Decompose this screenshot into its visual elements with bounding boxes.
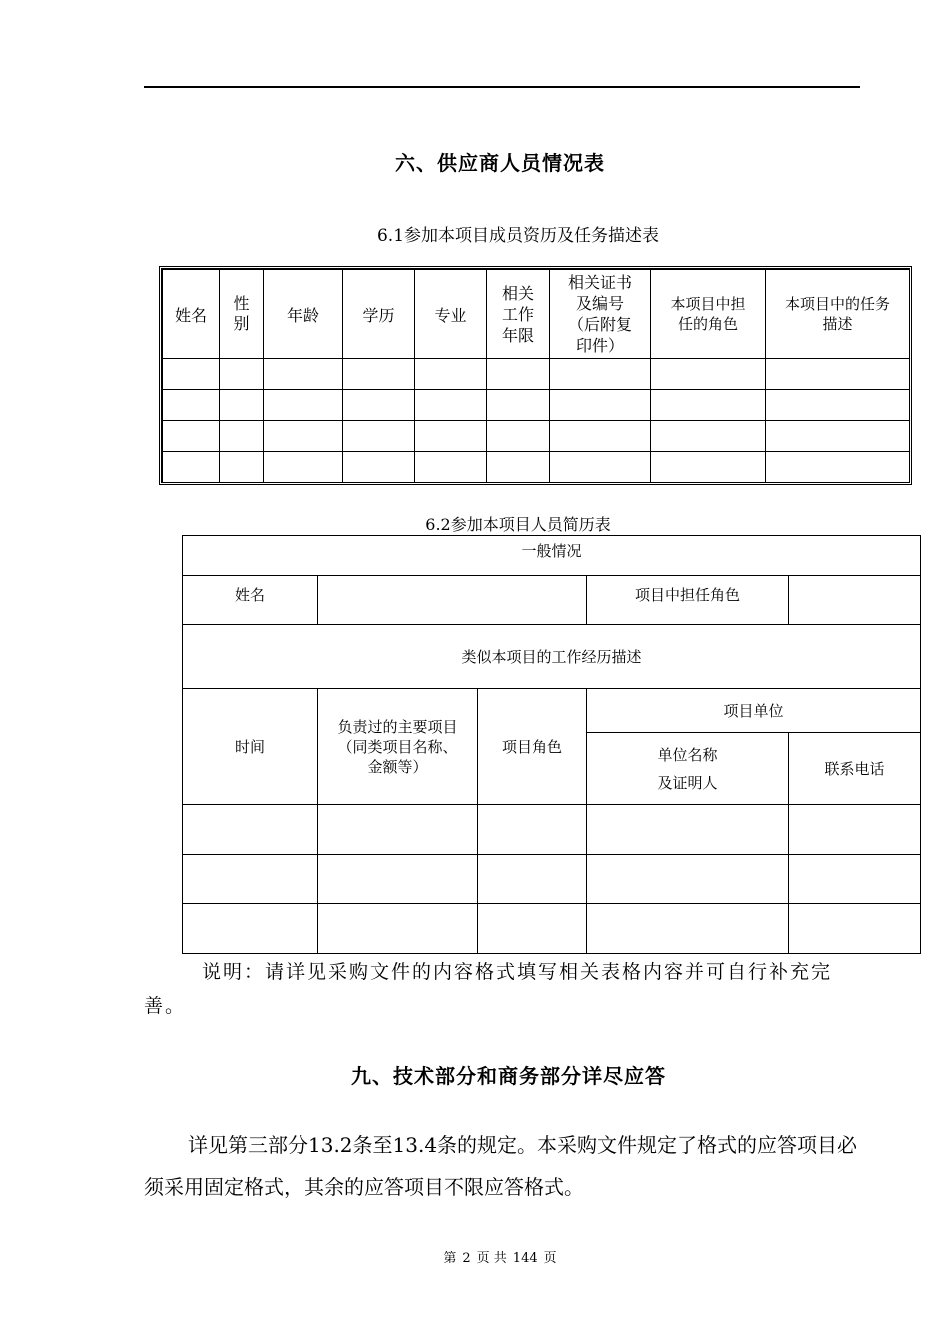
table-cell[interactable] (651, 390, 766, 421)
header-major: 专业 (415, 270, 487, 359)
table-row (183, 805, 921, 855)
table1-caption: 6.1参加本项目成员资历及任务描述表 (376, 226, 660, 246)
table-row (183, 855, 921, 904)
table-row (163, 359, 910, 390)
table-cell[interactable] (220, 421, 264, 452)
table-cell[interactable] (220, 390, 264, 421)
project-role-header: 项目角色 (478, 689, 587, 805)
footer-middle: 页 共 (476, 1251, 507, 1266)
main-projects-header (318, 689, 478, 805)
table-cell[interactable] (163, 452, 220, 483)
page-footer (0, 1247, 950, 1266)
table-cell[interactable] (550, 390, 651, 421)
table-cell[interactable] (264, 359, 343, 390)
table-cell[interactable] (789, 805, 921, 855)
table-cell[interactable] (651, 359, 766, 390)
table-cell[interactable] (264, 421, 343, 452)
header-work-years-text: 相关 工作 年限 (501, 283, 534, 345)
table-cell[interactable] (183, 805, 318, 855)
member-table (162, 269, 910, 483)
table-cell[interactable] (487, 359, 550, 390)
unit-name-header (587, 733, 789, 805)
header-rule (144, 86, 860, 88)
table-cell[interactable] (766, 452, 910, 483)
table-cell[interactable] (220, 359, 264, 390)
table-cell[interactable] (343, 452, 415, 483)
project-unit-header: 项目单位 (587, 689, 921, 733)
header-task (766, 270, 910, 359)
name-label: 姓名 (183, 576, 318, 625)
table-cell[interactable] (766, 359, 910, 390)
header-name: 姓名 (163, 270, 220, 359)
header-gender-text: 性 别 (233, 294, 250, 333)
table-cell[interactable] (183, 904, 318, 954)
header-education: 学历 (343, 270, 415, 359)
table-cell[interactable] (415, 452, 487, 483)
table-cell[interactable] (318, 855, 478, 904)
table-cell[interactable] (789, 904, 921, 954)
table-cell[interactable] (487, 452, 550, 483)
table-cell[interactable] (478, 855, 587, 904)
member-table-frame (159, 266, 912, 485)
header-role (651, 270, 766, 359)
experience-header: 类似本项目的工作经历描述 (183, 625, 921, 689)
time-header: 时间 (183, 689, 318, 805)
footer-page-number: 2 (462, 1251, 471, 1266)
table-cell[interactable] (550, 452, 651, 483)
table-cell[interactable] (587, 904, 789, 954)
table-cell[interactable] (318, 805, 478, 855)
table-cell[interactable] (651, 452, 766, 483)
footer-prefix: 第 (443, 1251, 457, 1266)
section-title: 六、供应商人员情况表 (395, 151, 605, 175)
table-cell[interactable] (587, 855, 789, 904)
unit-name-text: 单位名称 及证明人 (657, 745, 718, 792)
table-cell[interactable] (766, 390, 910, 421)
table2-caption: 6.2参加本项目人员简历表 (425, 515, 611, 534)
table-cell[interactable] (587, 805, 789, 855)
table-cell[interactable] (415, 390, 487, 421)
footer-suffix: 页 (543, 1251, 557, 1266)
name-value-cell[interactable] (318, 576, 587, 625)
phone-header: 联系电话 (789, 733, 921, 805)
header-work-years (487, 270, 550, 359)
table-cell[interactable] (163, 421, 220, 452)
footer-total-pages: 144 (512, 1251, 538, 1266)
table-row (183, 904, 921, 954)
table-cell[interactable] (343, 421, 415, 452)
table-cell[interactable] (415, 359, 487, 390)
table-row (163, 390, 910, 421)
table-cell[interactable] (487, 421, 550, 452)
header-age: 年龄 (264, 270, 343, 359)
table-cell[interactable] (163, 390, 220, 421)
table-cell[interactable] (766, 421, 910, 452)
general-info-header: 一般情况 (183, 536, 921, 576)
table-cell[interactable] (183, 855, 318, 904)
main-projects-text: 负责过的主要项目 （同类项目名称、 金额等） (337, 717, 458, 776)
header-task-text: 本项目中的任务 描述 (784, 295, 890, 333)
table-cell[interactable] (163, 359, 220, 390)
table-cell[interactable] (487, 390, 550, 421)
table-cell[interactable] (478, 805, 587, 855)
resume-table (182, 535, 921, 954)
role-label: 项目中担任角色 (587, 576, 789, 625)
table-cell[interactable] (264, 390, 343, 421)
table-cell[interactable] (318, 904, 478, 954)
table-cell[interactable] (264, 452, 343, 483)
header-certificates (550, 270, 651, 359)
table-row (163, 421, 910, 452)
header-gender (220, 270, 264, 359)
table-cell[interactable] (343, 359, 415, 390)
header-role-text: 本项目中担 任的角色 (670, 295, 746, 333)
table-cell[interactable] (651, 421, 766, 452)
section2-title: 九、技术部分和商务部分详尽应答 (351, 1064, 666, 1088)
table-cell[interactable] (343, 390, 415, 421)
role-value-cell[interactable] (789, 576, 921, 625)
table-cell[interactable] (220, 452, 264, 483)
note-paragraph: 说明：请详见采购文件的内容格式填写相关表格内容并可自行补充完善。 (144, 961, 833, 1017)
table-cell[interactable] (550, 359, 651, 390)
table-cell[interactable] (789, 855, 921, 904)
table-cell[interactable] (550, 421, 651, 452)
body-paragraph: 详见第三部分13.2条至13.4条的规定。本采购文件规定了格式的应答项目必须采用固定格式，其余的应答项目不限应答格式。 (144, 1133, 858, 1199)
table-row (163, 452, 910, 483)
table-cell[interactable] (478, 904, 587, 954)
table-cell[interactable] (415, 421, 487, 452)
header-certificates-text: 相关证书 及编号 （后附复 印件） (567, 273, 632, 355)
